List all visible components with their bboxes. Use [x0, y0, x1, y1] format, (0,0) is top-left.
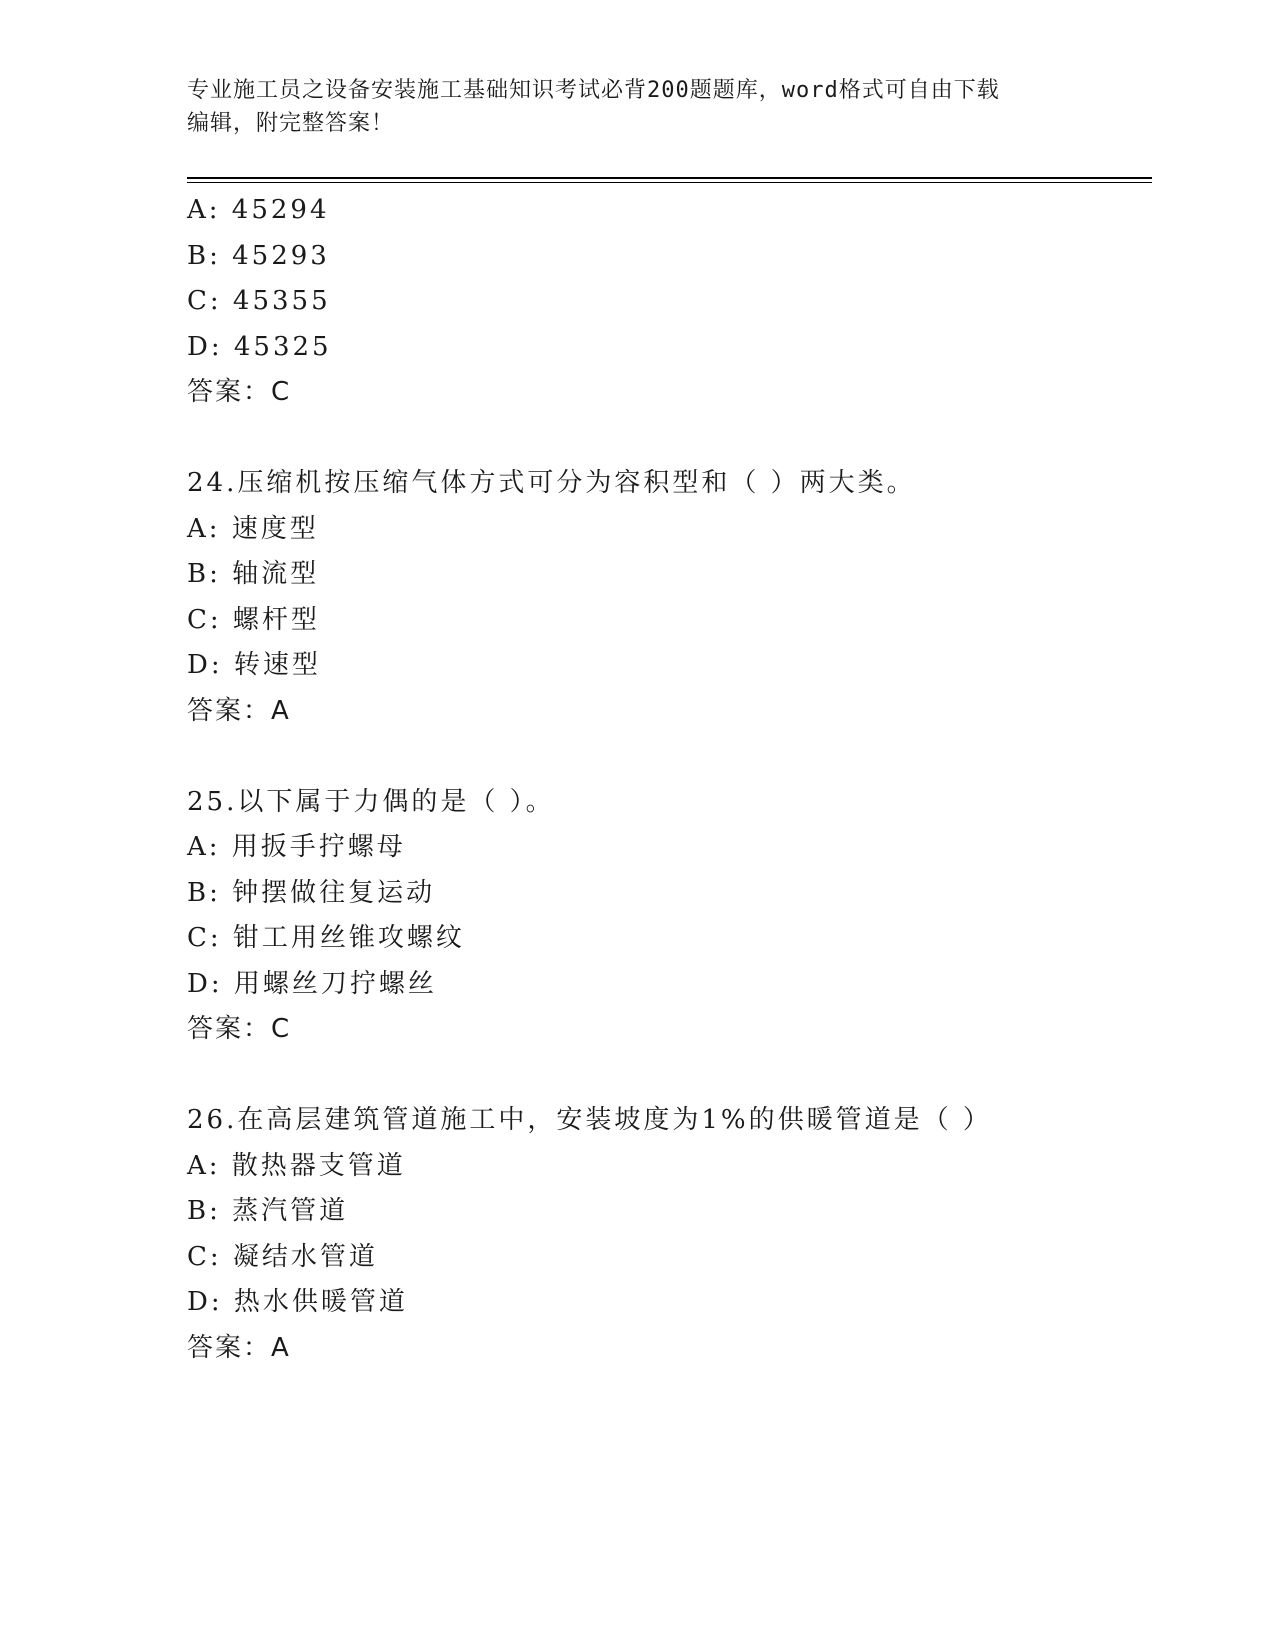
question-23 — [187, 188, 1152, 416]
question-26 — [187, 1098, 1152, 1371]
option-d: D: 转速型 — [187, 650, 321, 680]
option-c: C: 钳工用丝锥攻螺纹 — [187, 923, 465, 953]
spacer — [187, 416, 1152, 462]
answer-line: 答案：A — [187, 695, 291, 726]
document-header — [187, 74, 1077, 140]
question-25 — [187, 780, 1152, 1053]
option-d: D: 用螺丝刀拧螺丝 — [187, 968, 437, 999]
question-list — [187, 188, 1152, 1371]
question-text: 25.以下属于力偶的是（ ）。 — [187, 786, 555, 817]
answer-line: 答案：C — [187, 1014, 292, 1044]
option-a: A: 速度型 — [187, 513, 319, 544]
header-title-line-1: 专业施工员之设备安装施工基础知识考试必背200题题库，word格式可自由下载 — [187, 78, 1000, 103]
spacer — [187, 734, 1152, 780]
spacer — [187, 1053, 1152, 1099]
option-b: B: 45293 — [187, 240, 330, 271]
question-text: 24.压缩机按压缩气体方式可分为容积型和（ ）两大类。 — [187, 468, 916, 498]
option-b: B: 轴流型 — [187, 559, 320, 589]
header-title-line-2: 编辑，附完整答案！ — [187, 111, 395, 136]
answer-line: 答案：A — [187, 1332, 291, 1363]
option-a: A: 45294 — [187, 195, 330, 225]
question-24 — [187, 461, 1152, 734]
header-divider-thin — [187, 182, 1152, 183]
option-c: C: 凝结水管道 — [187, 1241, 378, 1272]
option-b: B: 钟摆做往复运动 — [187, 877, 436, 908]
option-d: D: 热水供暖管道 — [187, 1287, 408, 1317]
header-divider-thick — [187, 177, 1152, 179]
option-c: C: 螺杆型 — [187, 604, 320, 635]
option-a: A: 散热器支管道 — [187, 1150, 406, 1181]
option-b: B: 蒸汽管道 — [187, 1196, 349, 1226]
option-d: D: 45325 — [187, 331, 332, 362]
option-a: A: 用扳手拧螺母 — [187, 832, 406, 862]
answer-line: 答案：C — [187, 377, 292, 407]
question-text: 26.在高层建筑管道施工中，安装坡度为1%的供暖管道是（ ） — [187, 1105, 992, 1135]
option-c: C: 45355 — [187, 286, 331, 316]
